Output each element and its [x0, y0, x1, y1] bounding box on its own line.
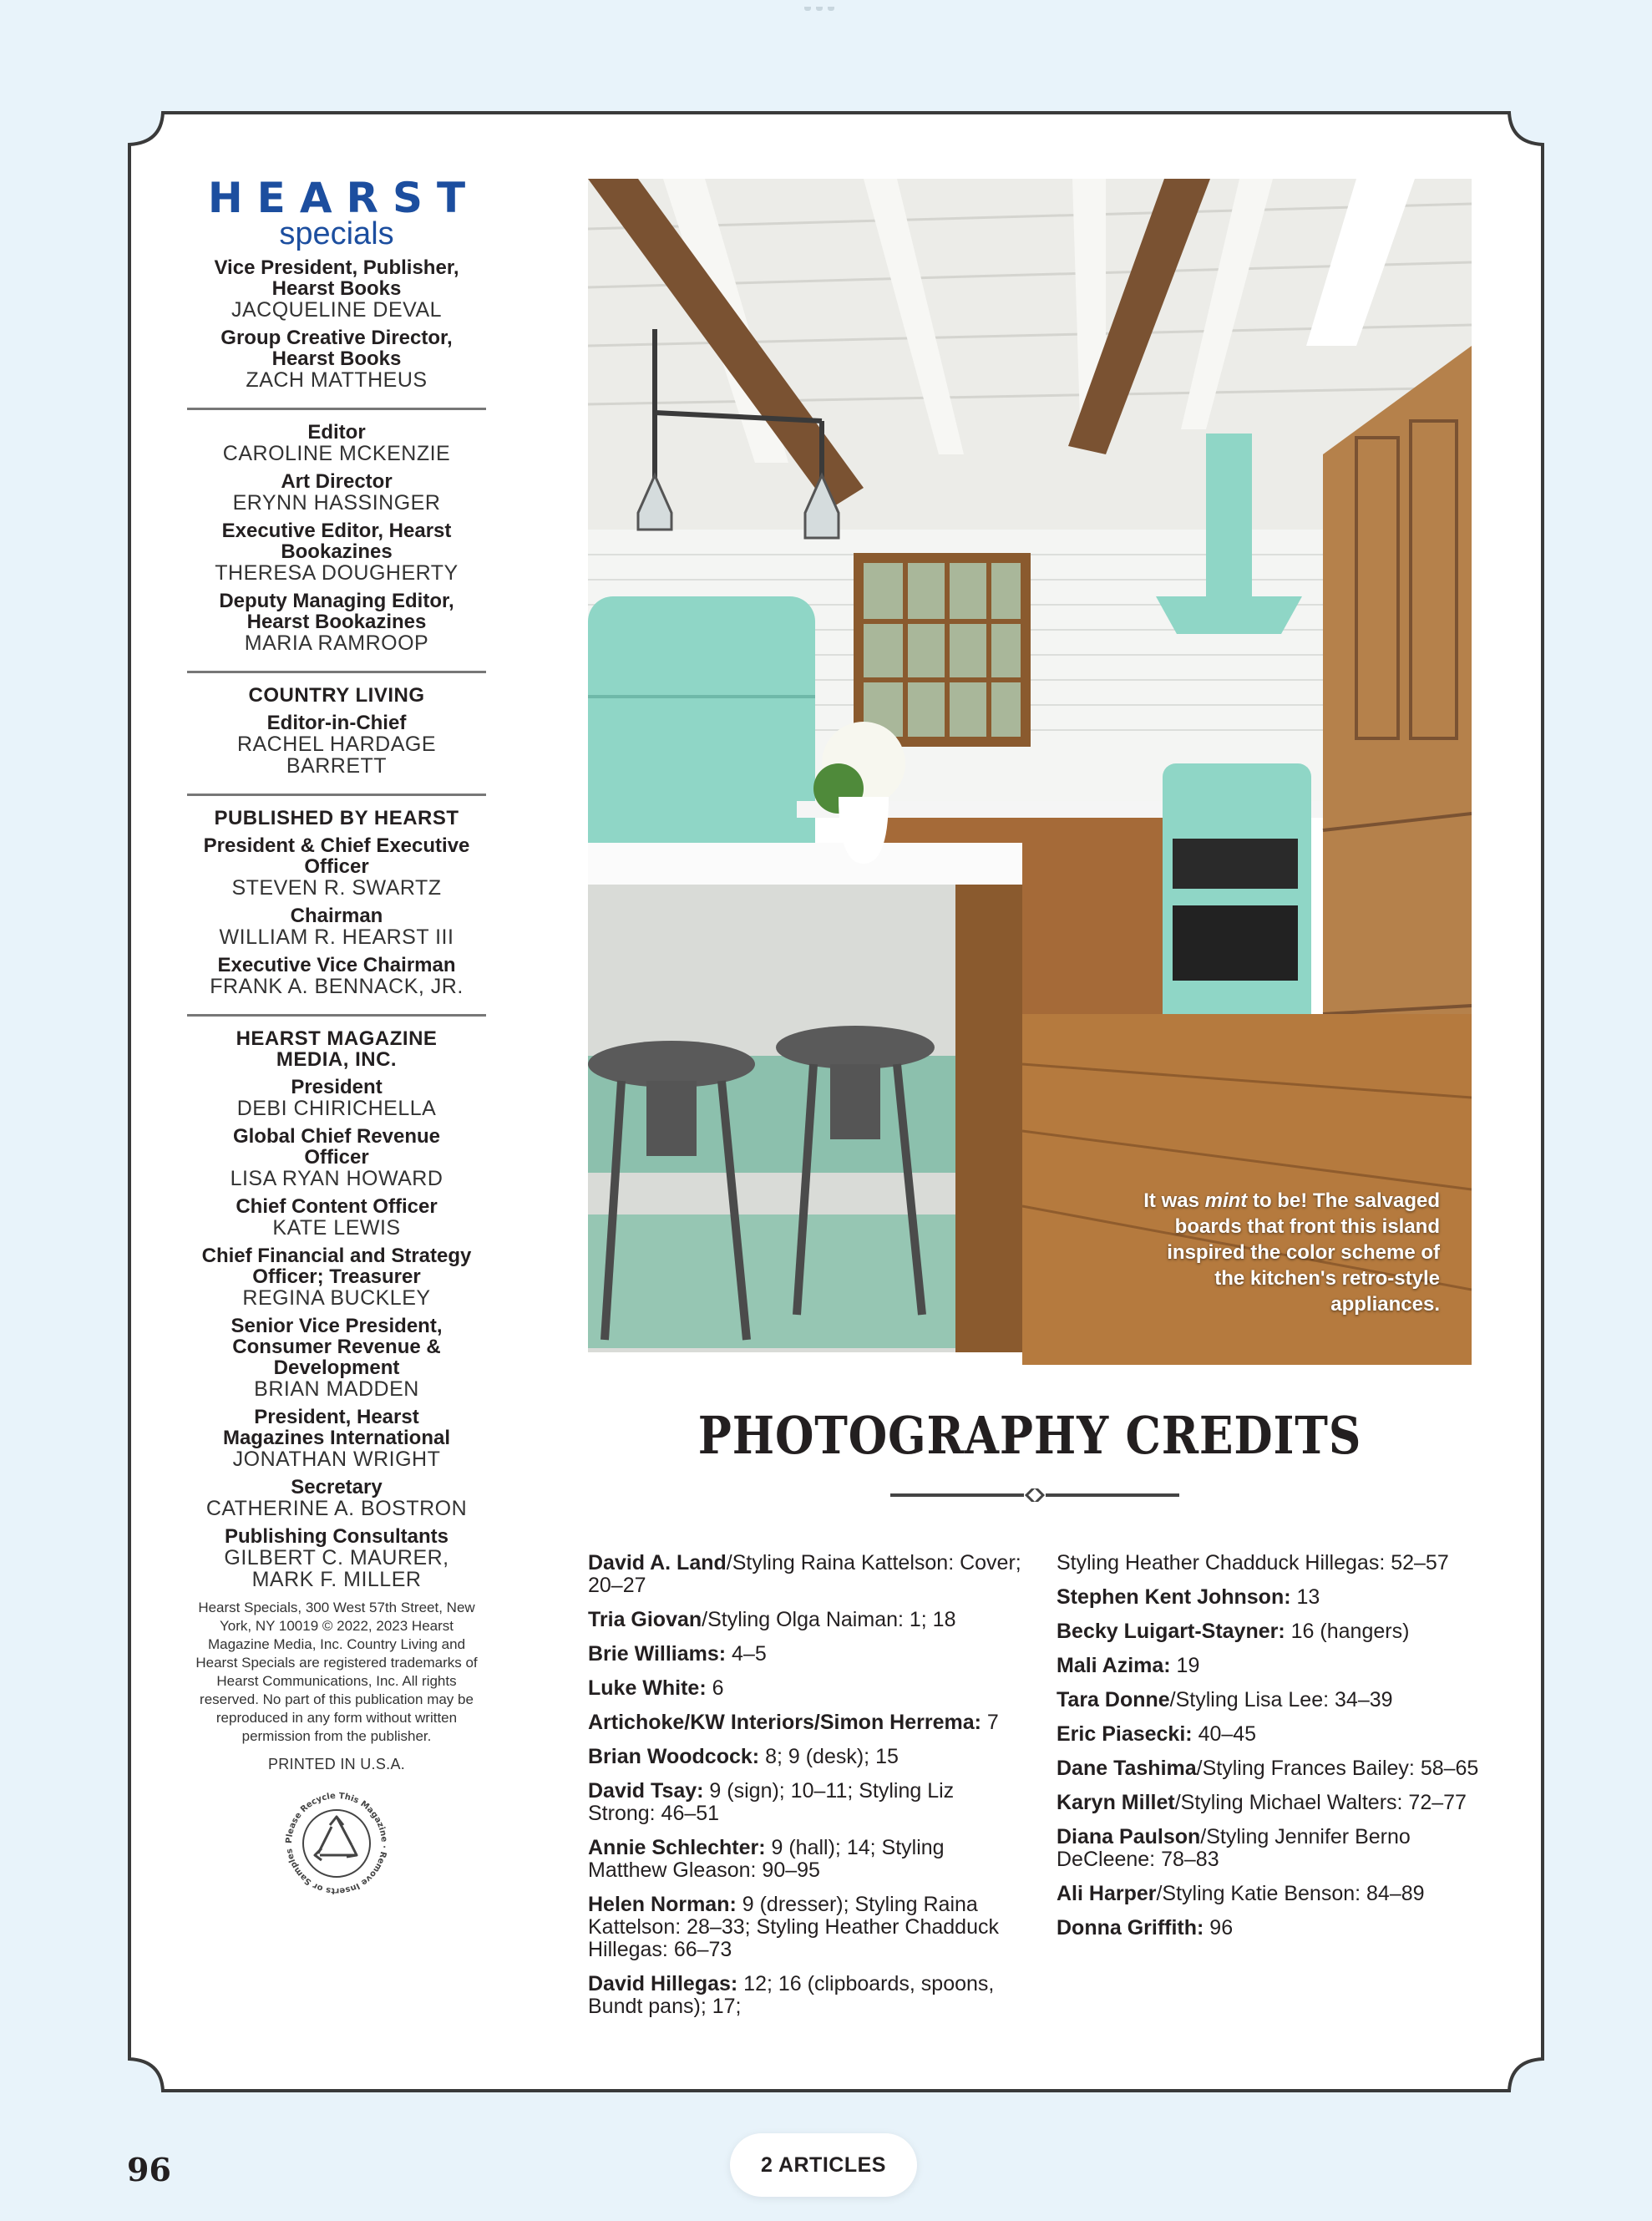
masthead-column [192, 174, 481, 1902]
publisher-address: Hearst Specials, 300 West 57th Street, New York, NY 10019 © 2022, 2023 Hearst Magazine Media, Inc. Country Living and Hearst Specials are registered trademarks of Hearst Communications, Inc. All rights reserved. No part of this publication may be reproduced in any form without written permission from the publisher. [195, 1600, 478, 1744]
credit-entry: Luke White: 6 [588, 1676, 724, 1700]
credit-entry: Donna Griffith: 96 [1057, 1916, 1234, 1940]
masthead-entry: Global Chief Revenue Officer LISA RYAN HOWARD [230, 1125, 443, 1190]
photo-caption: It was mint to be! The salvaged boards that front this island inspired the color scheme of the kitchen's retro-style appliances. [1143, 1189, 1440, 1316]
masthead-entry: President, Hearst Magazines International JONATHAN WRIGHT [222, 1406, 451, 1471]
masthead-entry: President DEBI CHIRICHELLA [236, 1076, 437, 1120]
printed-in: PRINTED IN U.S.A. [267, 1756, 406, 1772]
page-number: 96 [127, 2151, 171, 2188]
credit-entry: Mali Azima: 19 [1057, 1654, 1200, 1677]
masthead-entry: President & Chief Executive Officer STEVEN R. SWARTZ [203, 834, 470, 900]
masthead-entry: Senior Vice President, Consumer Revenue & Development BRIAN MADDEN [231, 1315, 443, 1401]
credit-entry: Dane Tashima/Styling Frances Bailey: 58–65 [1057, 1757, 1479, 1780]
credit-entry: Helen Norman: 9 (dresser); Styling Raina Kattelson: 28–33; Styling Heather Chadduck Hillegas: 66–73 [588, 1893, 999, 1961]
credit-entry: Annie Schlechter: 9 (hall); 14; Styling Matthew Gleason: 90–95 [588, 1836, 945, 1882]
section-heading: PUBLISHED BY HEARST [214, 807, 459, 829]
recycle-icon [278, 1785, 395, 1902]
masthead-entry: Executive Editor, Hearst Bookazines THERESA DOUGHERTY [215, 520, 459, 585]
masthead-entry: Editor CAROLINE MCKENZIE [222, 421, 451, 465]
credit-entry: David Tsay: 9 (sign); 10–11; Styling Liz Strong: 46–51 [588, 1779, 955, 1825]
kitchen-photo [588, 179, 1472, 1365]
svg-text:Please Recycle This Magazine ·: Please Recycle This Magazine · Remove Inserts or Samples [284, 1791, 389, 1896]
masthead-entry: Chairman WILLIAM R. HEARST III [219, 905, 454, 949]
divider [187, 671, 486, 673]
masthead-entry: Editor-in-Chief RACHEL HARDAGE BARRETT [236, 712, 437, 778]
divider [187, 1014, 486, 1017]
section-heading: COUNTRY LIVING [248, 684, 425, 707]
credit-entry: Tria Giovan/Styling Olga Naiman: 1; 18 [588, 1608, 956, 1631]
masthead-entry: Art Director ERYNN HASSINGER [232, 470, 441, 515]
masthead-entry: Publishing Consultants GILBERT C. MAURER, MARK F. MILLER [224, 1525, 449, 1591]
masthead-entry: Vice President, Publisher, Hearst Books JACQUELINE DEVAL [214, 256, 459, 322]
credit-entry: Eric Piasecki: 40–45 [1057, 1722, 1257, 1746]
credit-entry: Tara Donne/Styling Lisa Lee: 34–39 [1057, 1688, 1393, 1711]
credit-entry: Artichoke/KW Interiors/Simon Herrema: 7 [588, 1711, 999, 1734]
credit-entry: Stephen Kent Johnson: 13 [1057, 1585, 1320, 1609]
credit-entry: Karyn Millet/Styling Michael Walters: 72–77 [1057, 1791, 1467, 1814]
credit-entry: Brian Woodcock: 8; 9 (desk); 15 [588, 1745, 899, 1768]
hearst-logo: HEARST [207, 174, 480, 222]
credit-entry: David A. Land/Styling Raina Kattelson: Cover; 20–27 [588, 1551, 1021, 1597]
credit-entry: Ali Harper/Styling Katie Benson: 84–89 [1057, 1882, 1425, 1905]
credits-column-right [1057, 1552, 1491, 1951]
credits-title: PHOTOGRAPHY CREDITS [697, 1405, 1362, 1466]
credit-entry: Brie Williams: 4–5 [588, 1642, 767, 1666]
masthead-entry: Secretary CATHERINE A. BOSTRON [205, 1476, 468, 1520]
credit-entry: Styling Heather Chadduck Hillegas: 52–57 [1057, 1551, 1449, 1574]
credits-column-left [588, 1552, 1022, 2030]
drag-handle[interactable] [804, 0, 841, 5]
masthead-entry: Deputy Managing Editor, Hearst Bookazines MARIA RAMROOP [219, 590, 454, 655]
ornament-divider-icon [890, 1488, 1179, 1506]
credit-entry: Diana Paulson/Styling Jennifer Berno DeCleene: 78–83 [1057, 1825, 1411, 1871]
masthead-entry: Executive Vice Chairman FRANK A. BENNACK, JR. [210, 954, 464, 998]
section-heading: HEARST MAGAZINE MEDIA, INC. [236, 1027, 438, 1071]
credit-entry: David Hillegas: 12; 16 (clipboards, spoons, Bundt pans); 17; [588, 1972, 995, 2018]
articles-button[interactable]: 2 ARTICLES [730, 2133, 917, 2197]
divider [187, 794, 486, 796]
specials-logo: specials [279, 216, 394, 251]
masthead-entry: Group Creative Director, Hearst Books ZACH MATTHEUS [220, 327, 453, 392]
masthead-entry: Chief Financial and Strategy Officer; Treasurer REGINA BUCKLEY [201, 1245, 472, 1310]
divider [187, 408, 486, 410]
masthead-entry: Chief Content Officer KATE LEWIS [236, 1195, 438, 1240]
credit-entry: Becky Luigart-Stayner: 16 (hangers) [1057, 1620, 1410, 1643]
